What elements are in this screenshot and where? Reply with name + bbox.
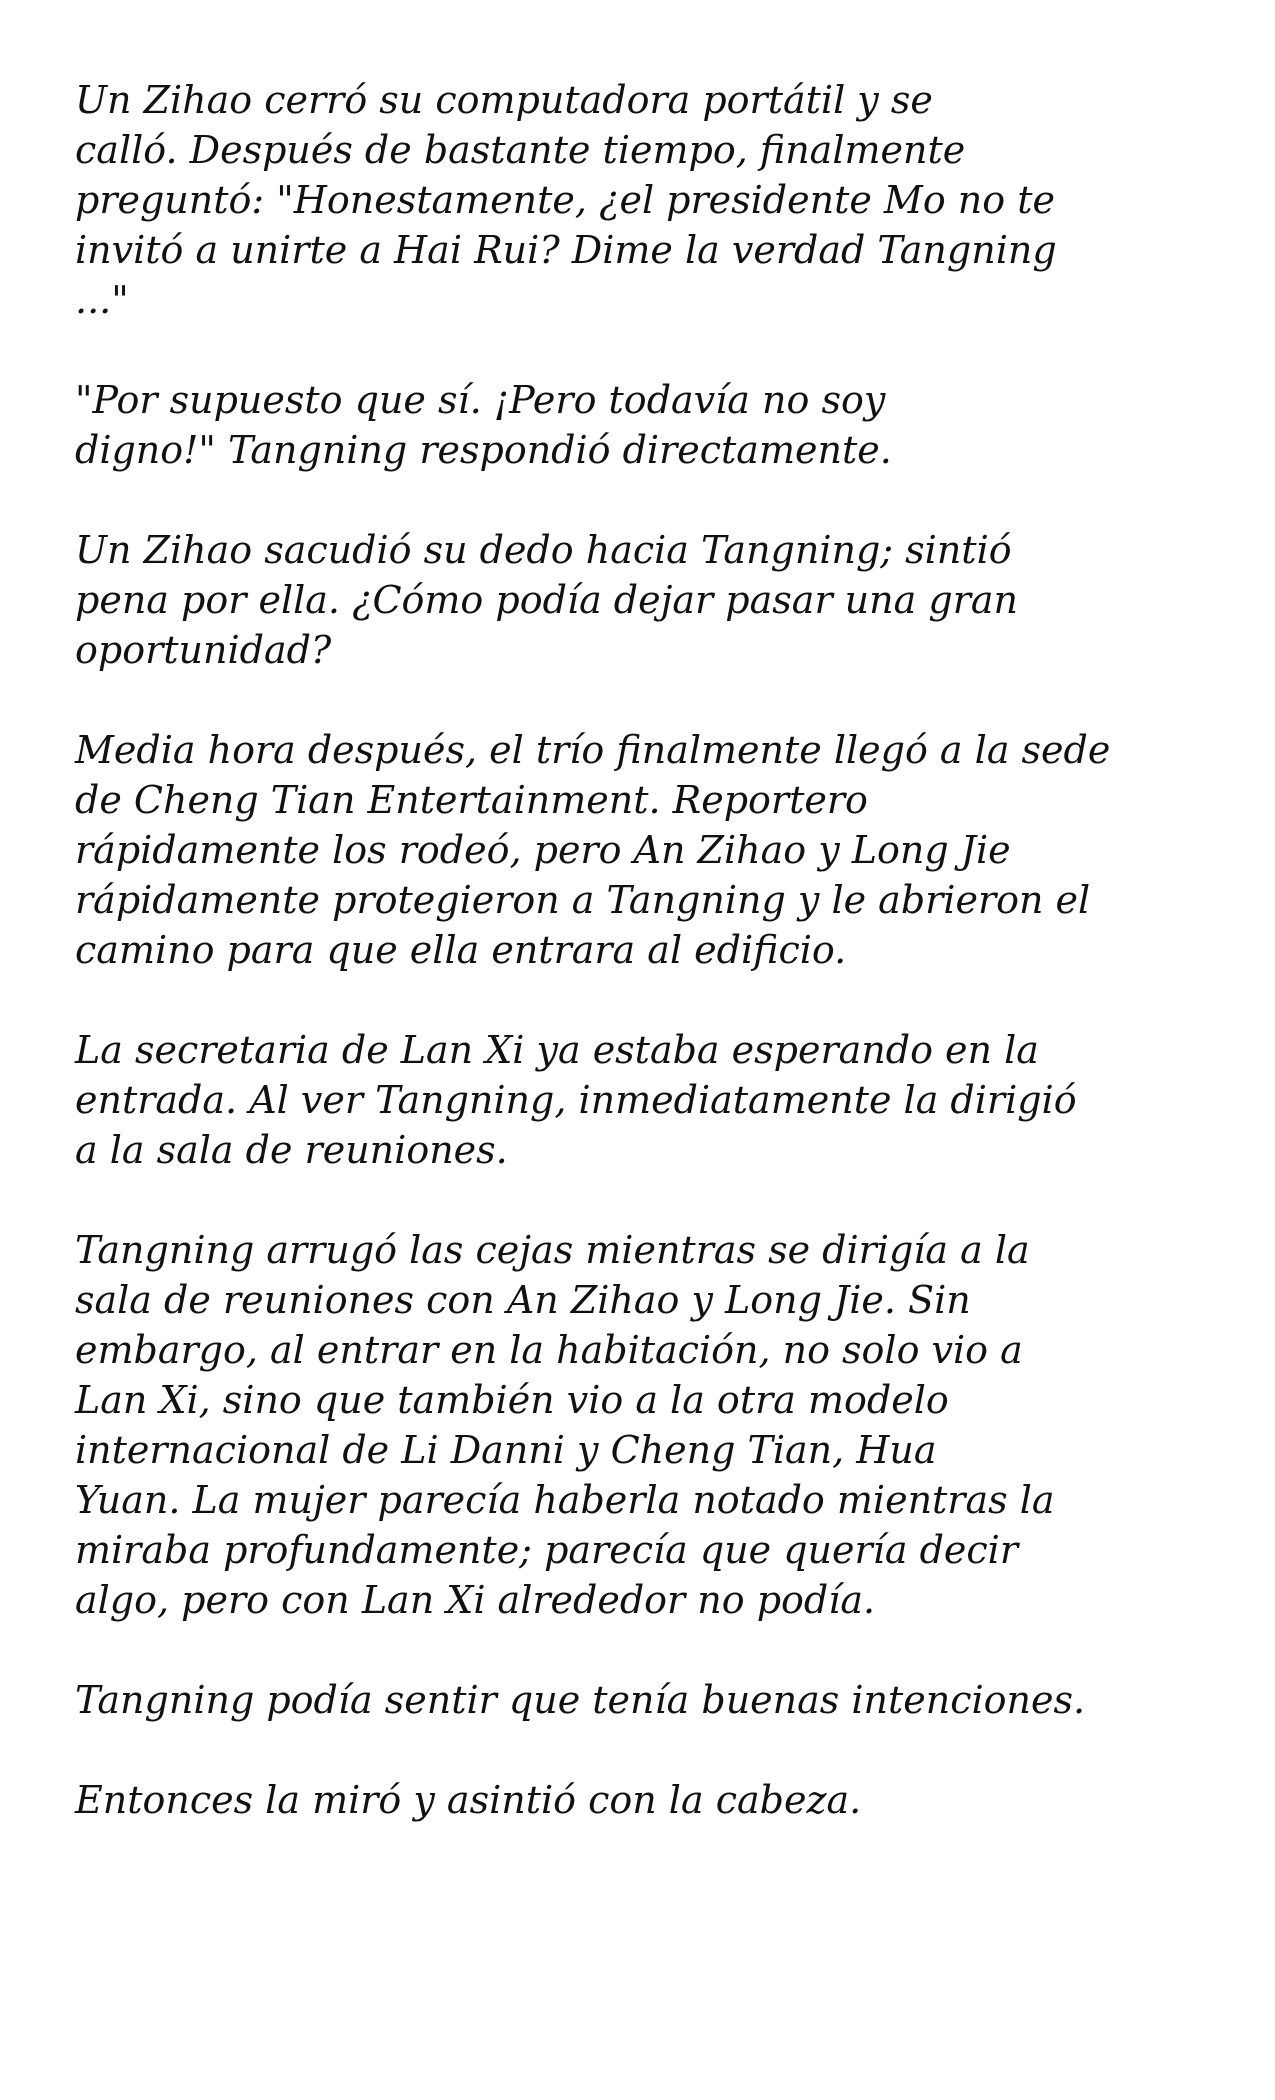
paragraph-2: [75, 375, 1215, 475]
paragraph-3: [75, 525, 1215, 675]
text-line: algo, pero con Lan Xi alrededor no podía.: [75, 1578, 876, 1622]
text-line: Yuan. La mujer parecía haberla notado mientras la: [75, 1478, 1055, 1522]
text-line: rápidamente los rodeó, pero An Zihao y Long Jie: [75, 828, 1011, 872]
paragraph-5: [75, 1025, 1215, 1175]
text-line: a la sala de reuniones.: [75, 1128, 508, 1172]
paragraph-1: [75, 75, 1215, 325]
text-line: preguntó: "Honestamente, ¿el presidente Mo no te: [75, 178, 1055, 222]
text-line: Tangning podía sentir que tenía buenas intenciones.: [75, 1678, 1086, 1722]
text-line: Media hora después, el trío finalmente llegó a la sede: [75, 728, 1111, 772]
text-line: La secretaria de Lan Xi ya estaba esperando en la: [75, 1028, 1039, 1072]
text-line: digno!" Tangning respondió directamente.: [75, 428, 892, 472]
paragraph-6: [75, 1225, 1215, 1625]
text-line: Tangning arrugó las cejas mientras se dirigía a la: [75, 1228, 1030, 1272]
paragraph-8: [75, 1775, 1215, 1825]
text-line: rápidamente protegieron a Tangning y le abrieron el: [75, 878, 1091, 922]
text-line: miraba profundamente; parecía que quería decir: [75, 1528, 1018, 1572]
text-line: Entonces la miró y asintió con la cabeza.: [75, 1778, 862, 1822]
text-line: oportunidad?: [75, 628, 332, 672]
text-line: entrada. Al ver Tangning, inmediatamente la dirigió: [75, 1078, 1077, 1122]
text-line: "Por supuesto que sí. ¡Pero todavía no soy: [75, 378, 886, 422]
paragraph-4: [75, 725, 1215, 975]
text-line: Un Zihao sacudió su dedo hacia Tangning; sintió: [75, 528, 1012, 572]
paragraph-7: [75, 1675, 1215, 1725]
text-line: pena por ella. ¿Cómo podía dejar pasar una gran: [75, 578, 1018, 622]
text-line: invitó a unirte a Hai Rui? Dime la verdad Tangning: [75, 228, 1057, 272]
text-line: ...": [75, 278, 129, 322]
text-line: calló. Después de bastante tiempo, finalmente: [75, 128, 966, 172]
text-line: de Cheng Tian Entertainment. Reportero: [75, 778, 868, 822]
text-line: internacional de Li Danni y Cheng Tian, Hua: [75, 1428, 937, 1472]
document-page: [75, 75, 1215, 1875]
text-line: camino para que ella entrara al edificio.: [75, 928, 847, 972]
text-line: Un Zihao cerró su computadora portátil y se: [75, 78, 933, 122]
text-line: Lan Xi, sino que también vio a la otra modelo: [75, 1378, 949, 1422]
text-line: sala de reuniones con An Zihao y Long Jie. Sin: [75, 1278, 971, 1322]
text-line: embargo, al entrar en la habitación, no solo vio a: [75, 1328, 1023, 1372]
